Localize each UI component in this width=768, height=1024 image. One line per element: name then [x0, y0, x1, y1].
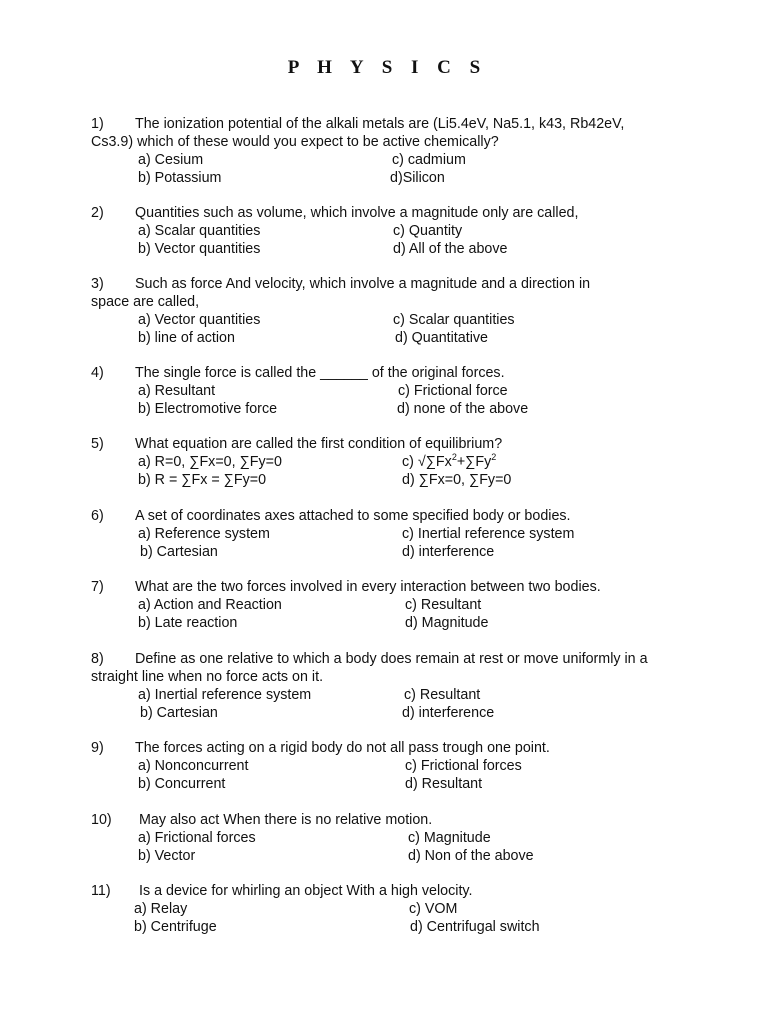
question-9 — [91, 739, 691, 793]
option-b: b) Centrifuge — [134, 919, 217, 935]
option-b: b) Electromotive force — [138, 401, 278, 417]
option-row — [91, 525, 691, 543]
option-row — [91, 596, 691, 614]
option-a: a) R=0, ∑Fx=0, ∑Fy=0 — [138, 454, 282, 470]
option-row — [91, 614, 691, 632]
question-number: 3) — [91, 276, 104, 292]
question-text: What are the two forces involved in every interaction between two bodies. — [135, 579, 601, 595]
question-4 — [91, 364, 691, 418]
option-b: b) Cartesian — [140, 544, 218, 560]
question-2 — [91, 204, 691, 258]
question-text-continued: space are called, — [91, 294, 200, 310]
option-row — [91, 757, 691, 775]
question-6 — [91, 507, 691, 561]
question-number: 5) — [91, 436, 104, 452]
option-a: a) Resultant — [138, 383, 216, 399]
option-row — [91, 686, 691, 704]
question-number: 6) — [91, 508, 104, 524]
page-title: P H Y S I C S — [287, 57, 488, 78]
question-text: The single force is called the ______ of the original forces. — [135, 365, 505, 381]
option-c: c) Scalar quantities — [393, 312, 515, 328]
question-1 — [91, 115, 691, 187]
option-b: b) Potassium — [138, 170, 222, 186]
option-d: d) Resultant — [405, 776, 483, 792]
option-a: a) Relay — [134, 901, 188, 917]
option-d: d) Quantitative — [395, 330, 488, 346]
option-row — [91, 400, 691, 418]
option-c-text: c) √∑Fx — [402, 454, 452, 470]
option-b: b) Late reaction — [138, 615, 238, 631]
option-d: d) Non of the above — [408, 848, 534, 864]
question-text: Such as force And velocity, which involve a magnitude and a direction in — [135, 276, 591, 292]
option-row — [91, 311, 691, 329]
exponent: 2 — [451, 452, 457, 462]
question-number: 1) — [91, 116, 104, 132]
question-text: What equation are called the first condition of equilibrium? — [135, 436, 503, 452]
question-number: 4) — [91, 365, 104, 381]
option-row — [91, 775, 691, 793]
option-a: a) Vector quantities — [138, 312, 261, 328]
question-text: The ionization potential of the alkali metals are (Li5.4eV, Na5.1, k43, Rb42eV, — [135, 116, 625, 132]
option-d: d)Silicon — [390, 170, 445, 186]
option-row — [91, 169, 691, 187]
option-d: d) interference — [402, 705, 495, 721]
option-d: d) none of the above — [397, 401, 529, 417]
option-c: c) Inertial reference system — [402, 526, 575, 542]
option-c: c) Frictional force — [398, 383, 508, 399]
question-text-continued: Cs3.9) which of these would you expect to be active chemically? — [91, 134, 499, 150]
option-row — [91, 704, 691, 722]
option-a: a) Nonconcurrent — [138, 758, 249, 774]
option-a: a) Action and Reaction — [138, 597, 282, 613]
option-a: a) Inertial reference system — [138, 687, 312, 703]
option-row — [91, 900, 691, 918]
option-d: d) ∑Fx=0, ∑Fy=0 — [402, 472, 512, 488]
option-c: c) Magnitude — [408, 830, 491, 846]
option-b: b) line of action — [138, 330, 235, 346]
question-8 — [91, 650, 691, 722]
option-row — [91, 222, 691, 240]
option-c-text: +∑Fy — [456, 454, 492, 470]
exponent: 2 — [491, 452, 497, 462]
option-d: d) All of the above — [393, 241, 508, 257]
option-row — [91, 847, 691, 865]
option-c: c) Quantity — [393, 223, 463, 239]
option-row — [91, 471, 691, 489]
option-a: a) Cesium — [138, 152, 204, 168]
option-a: a) Scalar quantities — [138, 223, 261, 239]
option-row — [91, 382, 691, 400]
option-row — [91, 918, 691, 936]
question-5 — [91, 435, 691, 489]
option-d: d) Magnitude — [405, 615, 489, 631]
question-7 — [91, 578, 691, 632]
option-c — [402, 453, 496, 471]
option-a: a) Reference system — [138, 526, 270, 542]
option-row — [91, 240, 691, 258]
option-row — [91, 329, 691, 347]
question-number: 7) — [91, 579, 104, 595]
option-c: c) Resultant — [404, 687, 481, 703]
question-3 — [91, 275, 691, 347]
option-c: c) Resultant — [405, 597, 482, 613]
option-row — [91, 829, 691, 847]
question-text: May also act When there is no relative motion. — [139, 812, 433, 828]
question-text: A set of coordinates axes attached to some specified body or bodies. — [135, 508, 571, 524]
question-number: 8) — [91, 651, 104, 667]
question-number: 10) — [91, 812, 112, 828]
question-11 — [91, 882, 691, 936]
question-text-continued: straight line when no force acts on it. — [91, 669, 324, 685]
option-row — [91, 543, 691, 561]
question-number: 11) — [91, 883, 111, 899]
option-row — [91, 151, 691, 169]
question-number: 2) — [91, 205, 104, 221]
option-c: c) cadmium — [392, 152, 466, 168]
option-d: d) Centrifugal switch — [410, 919, 540, 935]
option-b: b) Cartesian — [140, 705, 218, 721]
question-text: Define as one relative to which a body does remain at rest or move uniformly in a — [135, 651, 648, 667]
option-b: b) Concurrent — [138, 776, 226, 792]
option-c: c) Frictional forces — [405, 758, 522, 774]
option-row — [91, 453, 691, 471]
option-c: c) VOM — [409, 901, 458, 917]
option-d: d) interference — [402, 544, 495, 560]
option-b: b) Vector — [138, 848, 196, 864]
option-a: a) Frictional forces — [138, 830, 256, 846]
question-number: 9) — [91, 740, 104, 756]
question-text: Quantities such as volume, which involve a magnitude only are called, — [135, 205, 579, 221]
option-b: b) R = ∑Fx = ∑Fy=0 — [138, 472, 267, 488]
question-text: The forces acting on a rigid body do not all pass trough one point. — [135, 740, 550, 756]
option-b: b) Vector quantities — [138, 241, 261, 257]
question-10 — [91, 811, 691, 865]
question-text: Is a device for whirling an object With a high velocity. — [139, 883, 473, 899]
